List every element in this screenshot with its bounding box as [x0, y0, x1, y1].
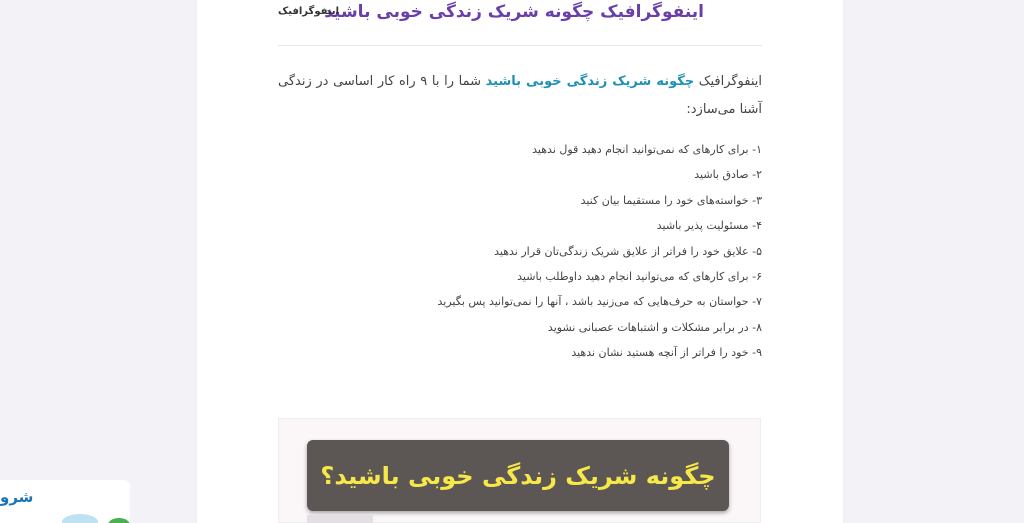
leaf-icon — [108, 518, 130, 523]
side-ad-widget[interactable] — [0, 480, 130, 523]
article-card — [197, 0, 843, 523]
side-widget-text: شرو — [0, 488, 34, 506]
cloud-icon — [62, 514, 98, 523]
intro-highlight: چگونه شریک زندگی خوبی باشید — [485, 74, 695, 89]
intro-prefix: اینفوگرافیک — [694, 74, 762, 89]
infographic-heading: چگونه شریک زندگی خوبی باشید؟ — [320, 461, 716, 490]
article-title[interactable]: اینفوگرافیک چگونه شریک زندگی خوبی باشید — [324, 2, 704, 22]
intro-suffix: شما را با ۹ راه کار اساسی در زندگی آشنا می‌سازد: — [278, 74, 762, 117]
infographic-image[interactable] — [278, 418, 761, 523]
list-item: ۳- خواسته‌های خود را مستقیما بیان کنید — [580, 193, 762, 207]
article-intro — [278, 68, 762, 124]
category-label[interactable]: اینفوگرافیک — [278, 6, 340, 17]
infographic-banner — [307, 440, 729, 511]
list-item: ۸- در برابر مشکلات و اشتباهات عصبانی نشوید — [547, 320, 762, 334]
list-item: ۴- مسئولیت پذیر باشید — [656, 219, 762, 233]
infographic-continuation — [307, 515, 373, 523]
list-item: ۱- برای کارهای که نمی‌توانید انجام دهید قول ندهید — [532, 143, 762, 156]
tips-list — [438, 137, 762, 366]
list-item: ۹- خود را فراتر از آنچه هستید نشان ندهید — [571, 346, 762, 360]
list-item: ۷- حواستان به حرف‌هایی که می‌زنید باشد ، آنها را نمی‌توانید پس بگیرید — [437, 295, 762, 309]
list-item: ۲- صادق باشید — [694, 168, 762, 182]
list-item: ۶- برای کارهای که می‌توانید انجام دهید داوطلب باشید — [517, 270, 762, 284]
title-divider — [278, 45, 762, 46]
list-item: ۵- علایق خود را فراتر از علایق شریک زندگی‌تان قرار ندهید — [494, 244, 762, 258]
